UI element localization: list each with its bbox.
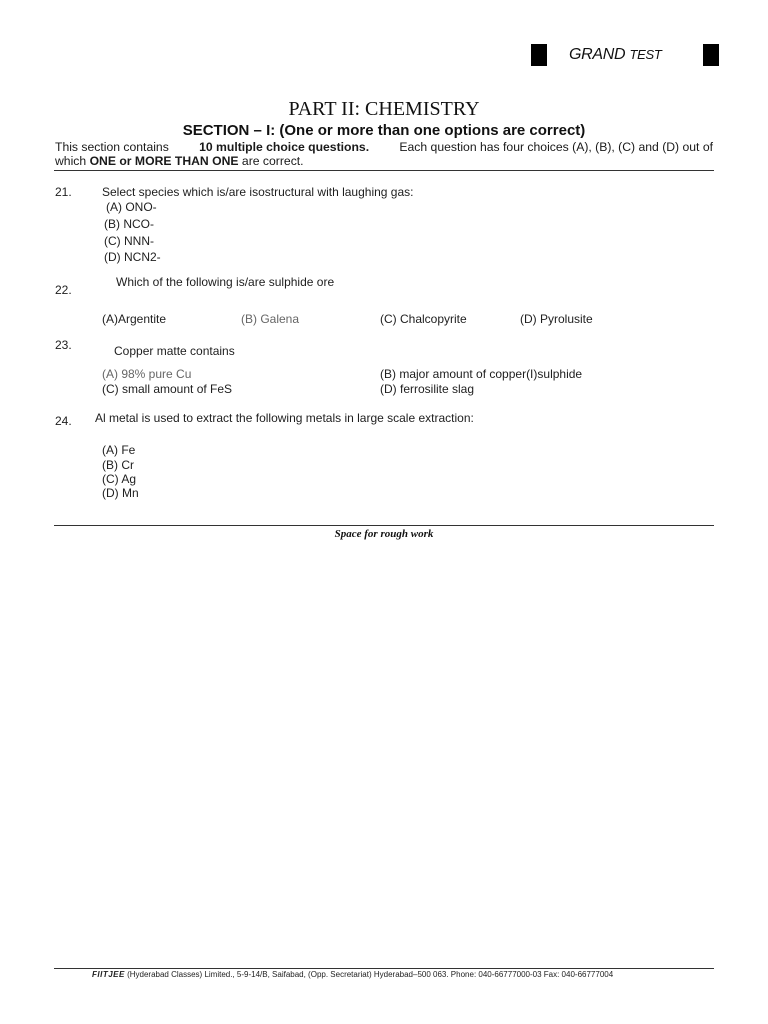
- fiitjee-logo: FIITJEE: [92, 970, 125, 979]
- option-b: (B) Cr: [102, 458, 134, 472]
- option-c: (C) Ag: [102, 472, 137, 486]
- rough-work-label: Space for rough work: [334, 528, 434, 540]
- option-b: (B) NCO-: [104, 217, 154, 231]
- intro-line1-bold: 10 multiple choice questions.: [199, 140, 370, 154]
- option-a: (A) 98% pure Cu: [102, 367, 192, 381]
- question-text: Al metal is used to extract the following metals in large scale extraction:: [95, 411, 474, 425]
- intro-line1-a: This section contains: [55, 140, 169, 154]
- instructions-line-2: [55, 154, 713, 168]
- footer-divider: [54, 968, 714, 969]
- section-title: SECTION – I: (One or more than one options are correct): [182, 122, 586, 139]
- intro-line2-a: which: [55, 154, 87, 168]
- option-b: (B) Galena: [241, 312, 300, 326]
- section-instructions: [55, 140, 713, 168]
- option-d: (D) NCN2-: [104, 250, 161, 264]
- intro-line2-b: are correct.: [241, 154, 304, 168]
- question-number: 24.: [55, 414, 72, 428]
- grand-test-badge: [569, 46, 661, 64]
- option-b: (B) major amount of copper(I)sulphide: [380, 367, 583, 381]
- option-d: (D) Pyrolusite: [520, 312, 593, 326]
- option-d: (D) Mn: [102, 486, 139, 500]
- badge-small-text: TEST: [629, 47, 662, 62]
- option-a: (A) Fe: [102, 443, 136, 457]
- part-title: PART II: CHEMISTRY: [288, 98, 480, 120]
- intro-line1-b: Each question has four choices (A), (B), (C) and (D) out of: [399, 140, 713, 154]
- option-c: (C) small amount of FeS: [102, 382, 233, 396]
- footer-address: [92, 970, 613, 979]
- instructions-line-1: [55, 140, 713, 154]
- question-text: Which of the following is/are sulphide ore: [116, 275, 335, 289]
- question-text: Select species which is/are isostructural with laughing gas:: [102, 185, 414, 199]
- badge-main-text: GRAND: [569, 46, 626, 63]
- question-number: 21.: [55, 185, 72, 199]
- question-number: 23.: [55, 338, 72, 352]
- rough-work-divider: [54, 525, 714, 526]
- header-block-right: [703, 44, 719, 66]
- header-divider: [54, 170, 714, 171]
- header-block-left: [531, 44, 547, 66]
- option-c: (C) NNN-: [104, 234, 154, 248]
- option-d: (D) ferrosilite slag: [380, 382, 475, 396]
- option-a: (A) ONO-: [106, 200, 157, 214]
- intro-line2-bold: ONE or MORE THAN ONE: [89, 154, 239, 168]
- option-c: (C) Chalcopyrite: [380, 312, 467, 326]
- option-a: (A)Argentite: [102, 312, 167, 326]
- question-number: 22.: [55, 283, 72, 297]
- question-text: Copper matte contains: [114, 344, 235, 358]
- footer-text: (Hyderabad Classes) Limited., 5-9-14/B, Saifabad, (Opp. Secretariat) Hyderabad–500 063. Phone: 040-66777000-03 Fax: 040-66777004: [127, 970, 614, 979]
